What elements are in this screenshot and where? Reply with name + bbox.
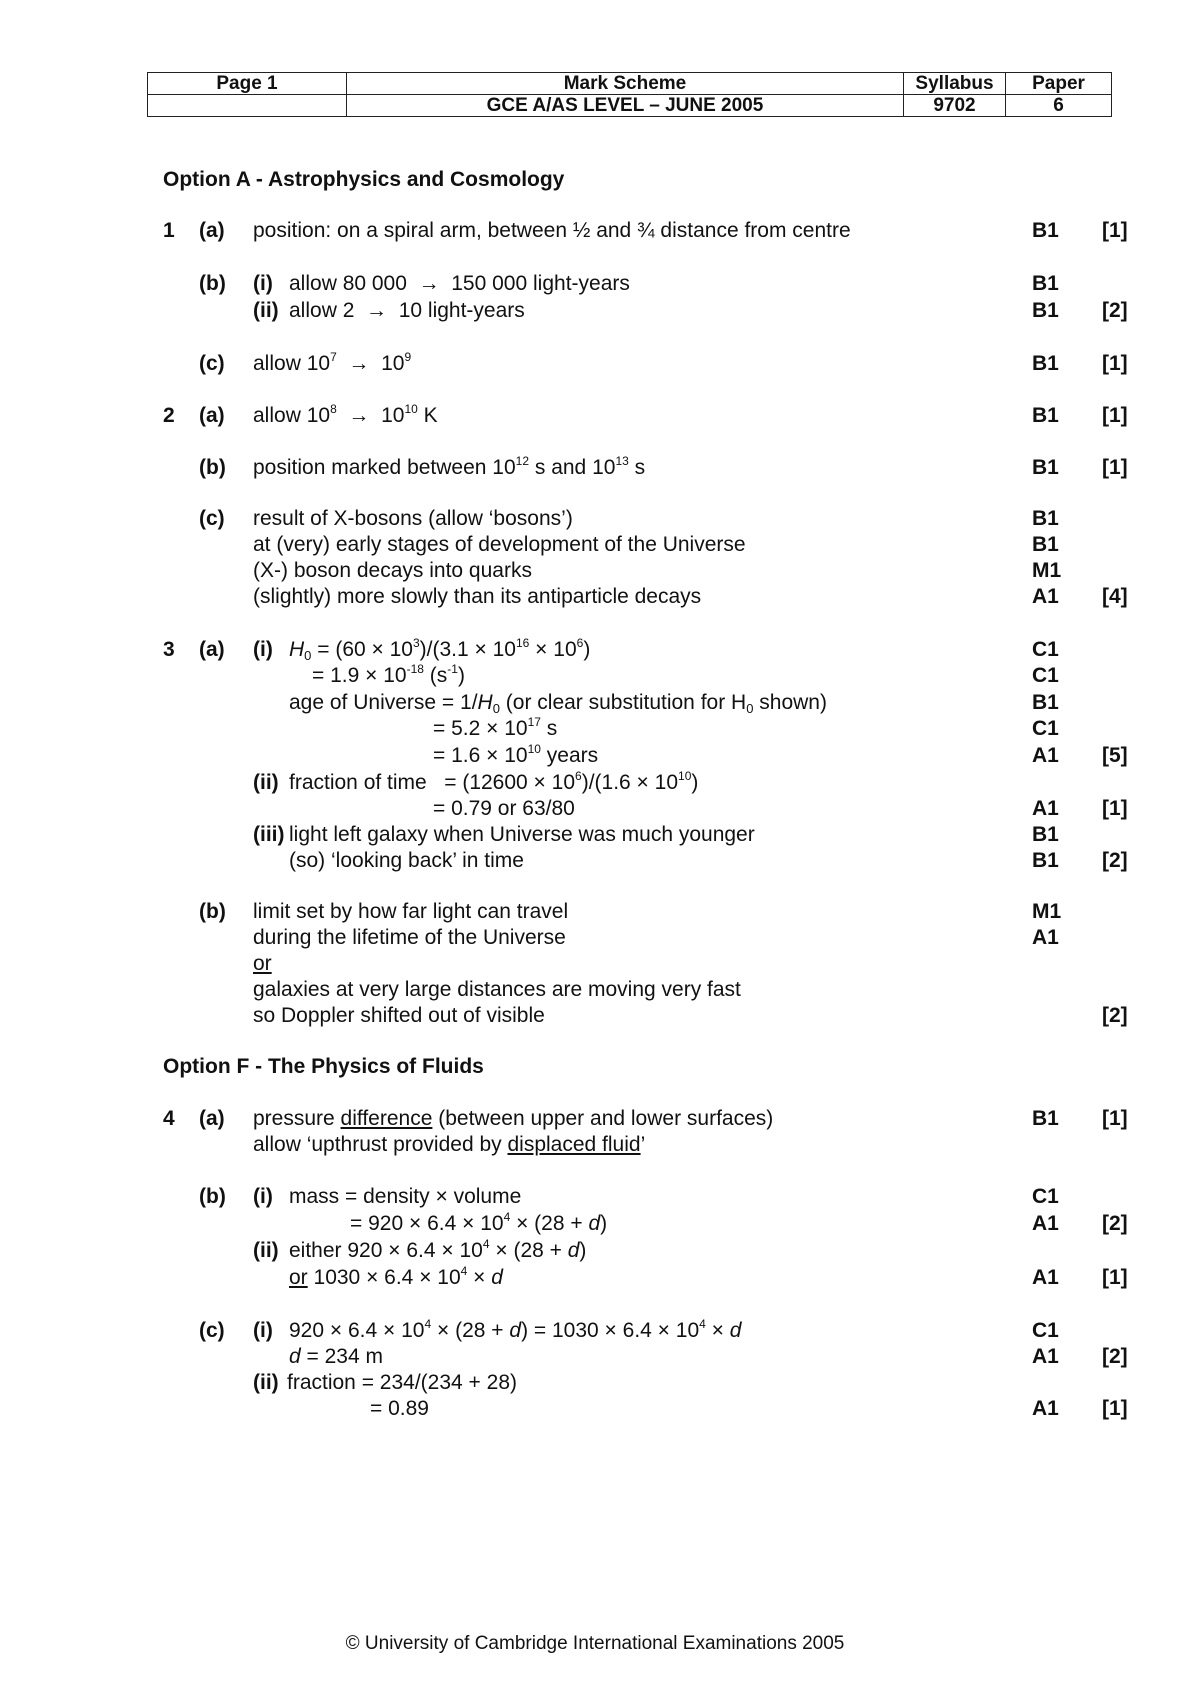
q3a-i-line-1: $H_0 = (60 \times 10^3)/(3.1 \times 10^{16} \times 10^6)$ [289, 636, 591, 663]
q1b-label: (b) [199, 272, 226, 295]
q2a-label: (a) [199, 404, 225, 427]
q3a-ii-line-2: = 0.79 or 63/80 [433, 797, 575, 820]
q2c-line-3: (X-) boson decays into quarks [253, 559, 532, 582]
q3a-ii-code: A1 [1032, 797, 1059, 820]
q4c-ii-mark: [1] [1102, 1397, 1128, 1420]
q3a-i-line-5: = $1.6 \times 10^{10}$ years [433, 742, 599, 767]
q4b-ii-line-2: or $1030 \times 6.4 \times 10^4 \times d$ [289, 1264, 503, 1289]
q2b-mark: [1] [1102, 456, 1128, 479]
q4c-label: (c) [199, 1319, 225, 1342]
q1b-ii-label: (ii) [253, 299, 279, 322]
q4c-i-code-1: C1 [1032, 1319, 1059, 1342]
q3b-code-1: M1 [1032, 900, 1062, 923]
q2-number: 2 [163, 404, 175, 427]
q3-number: 3 [163, 638, 175, 661]
q1b-mark: [2] [1102, 299, 1128, 322]
q1c-label: (c) [199, 352, 225, 375]
q3b-line-4: so Doppler shifted out of visible [253, 1004, 545, 1027]
q1-number: 1 [163, 219, 175, 242]
q2c-label: (c) [199, 507, 225, 530]
q4b-i-line-1: mass = density × volume [289, 1185, 522, 1208]
q3a-i-code-2: C1 [1032, 664, 1059, 687]
q4c-i-code-2: A1 [1032, 1345, 1059, 1368]
q4b-i-code-1: C1 [1032, 1185, 1059, 1208]
q4c-ii-code: A1 [1032, 1397, 1059, 1420]
q4c-i-mark: [2] [1102, 1345, 1128, 1368]
q3a-i-label: (i) [253, 638, 273, 661]
q3a-ii-mark: [1] [1102, 797, 1128, 820]
header-paper-label: Paper [1006, 73, 1112, 95]
q2a-code: B1 [1032, 404, 1059, 427]
q2c-mark: [4] [1102, 585, 1128, 608]
q3a-iii-line-1: light left galaxy when Universe was much younger [289, 823, 755, 846]
q3a-iii-mark: [2] [1102, 849, 1128, 872]
q3a-i-line-4: = $5.2 \times 10^{17}$ s [433, 715, 558, 740]
q2b-text: position marked between $10^{12}$ s and $10^{13}$ s [253, 454, 646, 479]
q4a-line-2: allow ‘upthrust provided by displaced fluid’ [253, 1133, 646, 1156]
q3a-i-line-3: age of Universe = $1/H_0$ (or clear substitution for $H_0$ shown) [289, 691, 827, 716]
q4b-i-label: (i) [253, 1185, 273, 1208]
q3b-or: or [253, 952, 272, 975]
header-empty [148, 95, 347, 117]
header-mark-scheme: Mark Scheme [347, 73, 904, 95]
q1a-label: (a) [199, 219, 225, 242]
q2c-line-2: at (very) early stages of development of the Universe [253, 533, 746, 556]
q3a-i-code-4: C1 [1032, 717, 1059, 740]
q3b-line-2: during the lifetime of the Universe [253, 926, 566, 949]
footer-copyright: © University of Cambridge International Examinations 2005 [345, 1633, 845, 1654]
q3b-mark: [2] [1102, 1004, 1128, 1027]
q2c-line-4: (slightly) more slowly than its antiparticle decays [253, 585, 702, 608]
q1c-text: allow $10^7 \to 10^9$ [253, 350, 412, 375]
q2c-code-3: M1 [1032, 559, 1062, 582]
q4a-code: B1 [1032, 1107, 1059, 1130]
q3a-i-code-3: B1 [1032, 691, 1059, 714]
q2b-label: (b) [199, 456, 226, 479]
q3a-i-code-5: A1 [1032, 744, 1059, 767]
q4a-label: (a) [199, 1107, 225, 1130]
q3b-line-1: limit set by how far light can travel [253, 900, 569, 923]
q4b-ii-code: A1 [1032, 1266, 1059, 1289]
q4c-ii-line-2: = 0.89 [370, 1397, 429, 1420]
q4a-line-1: pressure difference (between upper and lower surfaces) [253, 1107, 774, 1130]
q3a-iii-code-2: B1 [1032, 849, 1059, 872]
q3b-line-3: galaxies at very large distances are moving very fast [253, 978, 741, 1001]
q1a-code: B1 [1032, 219, 1059, 242]
q3b-label: (b) [199, 900, 226, 923]
q1a-text: position: on a spiral arm, between ½ and ¾ distance from centre [253, 219, 851, 242]
q3a-i-code-1: C1 [1032, 638, 1059, 661]
q4c-i-label: (i) [253, 1319, 273, 1342]
q2c-code-1: B1 [1032, 507, 1059, 530]
header-table [147, 72, 1112, 117]
q4b-i-code-2: A1 [1032, 1212, 1059, 1235]
q3a-iii-code-1: B1 [1032, 823, 1059, 846]
q2a-text: allow $10^8 \to 10^{10}$ K [253, 402, 438, 427]
q3a-label: (a) [199, 638, 225, 661]
header-syllabus: 9702 [904, 95, 1006, 117]
q3a-ii-line-1: fraction of time = $(12600 \times 10^6)/(1.6 \times 10^{10})$ [289, 769, 699, 794]
q3b-code-2: A1 [1032, 926, 1059, 949]
q4b-i-mark: [2] [1102, 1212, 1128, 1235]
q3a-i-line-2: = $1.9 \times 10^{-18}$ $(s^{-1})$ [312, 662, 465, 687]
q3a-i-mark: [5] [1102, 744, 1128, 767]
q4b-ii-line-1: either $920 \times 6.4 \times 10^4 \times (28 + d)$ [289, 1237, 587, 1262]
q4b-i-line-2: = $920 \times 6.4 \times 10^4 \times (28 + d)$ [350, 1210, 608, 1235]
q4c-i-line-1: $920 \times 6.4 \times 10^4 \times (28 + d) = 1030 \times 6.4 \times 10^4 \times d$ [289, 1317, 742, 1342]
header-exam: GCE A/AS LEVEL – JUNE 2005 [347, 95, 904, 117]
q1c-code: B1 [1032, 352, 1059, 375]
q2a-mark: [1] [1102, 404, 1128, 427]
q4c-ii-line-1: fraction = 234/(234 + 28) [287, 1371, 517, 1394]
q4c-ii-label: (ii) [253, 1371, 279, 1394]
q1b-i-label: (i) [253, 272, 273, 295]
q1c-mark: [1] [1102, 352, 1128, 375]
q4-number: 4 [163, 1107, 175, 1130]
q3a-iii-line-2: (so) ‘looking back’ in time [289, 849, 524, 872]
option-f-title: Option F - The Physics of Fluids [163, 1055, 484, 1078]
q2b-code: B1 [1032, 456, 1059, 479]
q3a-iii-label: (iii) [253, 823, 285, 846]
q2c-code-2: B1 [1032, 533, 1059, 556]
header-syllabus-label: Syllabus [904, 73, 1006, 95]
q1a-mark: [1] [1102, 219, 1128, 242]
q2c-line-1: result of X-bosons (allow ‘bosons’) [253, 507, 573, 530]
q4c-i-line-2: d = 234 m [289, 1345, 383, 1368]
q1b-i-code: B1 [1032, 272, 1059, 295]
header-page: Page 1 [148, 73, 347, 95]
q4b-ii-label: (ii) [253, 1239, 279, 1262]
q1b-i-text: allow 80 000 → 150 000 light-years [289, 272, 630, 295]
q4a-mark: [1] [1102, 1107, 1128, 1130]
q3a-ii-label: (ii) [253, 771, 279, 794]
q1b-ii-code: B1 [1032, 299, 1059, 322]
header-paper: 6 [1006, 95, 1112, 117]
q4b-label: (b) [199, 1185, 226, 1208]
q2c-code-4: A1 [1032, 585, 1059, 608]
q1b-ii-text: allow 2 → 10 light-years [289, 299, 525, 322]
option-a-title: Option A - Astrophysics and Cosmology [163, 168, 565, 191]
q4b-ii-mark: [1] [1102, 1266, 1128, 1289]
